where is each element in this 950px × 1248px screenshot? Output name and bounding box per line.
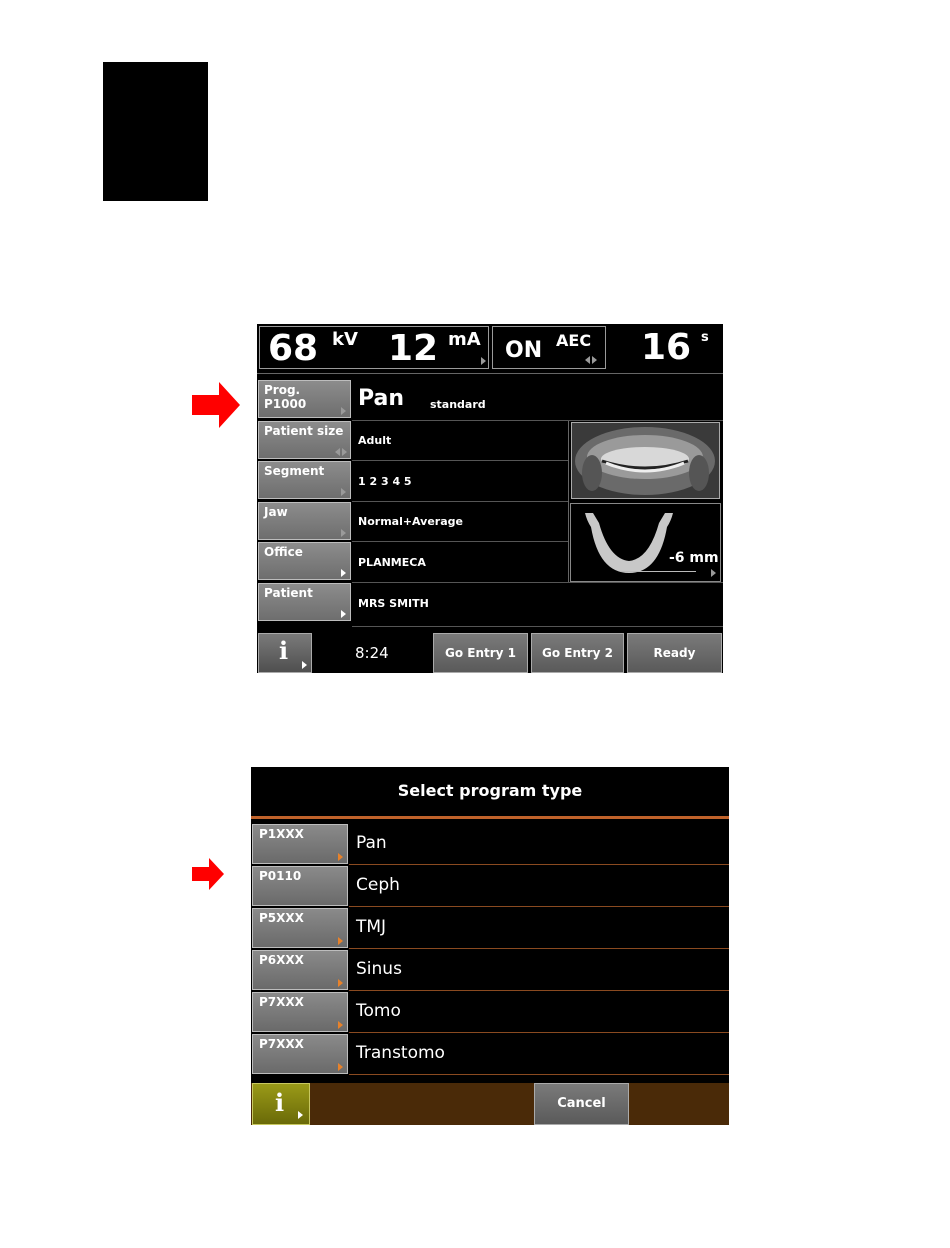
row-divider [352,420,723,421]
program-row-transtomo[interactable] [251,1033,729,1075]
kv-unit: kV [332,329,358,350]
exposure-header [257,324,723,372]
bottom-toolbar [251,1083,729,1125]
scale-line [621,571,696,572]
program-name: Ceph [356,875,400,895]
patient-value: MRS SMITH [358,597,429,610]
chevron-right-icon [711,569,716,577]
office-value: PLANMECA [358,556,426,569]
cancel-button[interactable]: Cancel [534,1083,629,1125]
program-code-button[interactable] [252,824,348,864]
aec-state: ON [505,338,543,363]
chevron-right-icon [338,1063,343,1071]
segment-button-label: Segment [264,464,325,478]
chevron-right-icon [338,979,343,987]
program-code-button[interactable] [252,950,348,990]
row-divider [352,541,568,542]
column-divider [568,421,569,582]
kv-ma-panel[interactable] [259,326,489,369]
aec-left-arrow-icon [585,356,590,364]
program-code-button[interactable] [252,992,348,1032]
program-row-tmj[interactable] [251,907,729,949]
chevron-right-icon [341,488,346,496]
jaw-button-label: Jaw [264,505,288,519]
chevron-right-icon [338,853,343,861]
program-name: Tomo [356,1001,401,1021]
program-code: P0110 [259,869,302,883]
program-name: Pan [356,833,387,853]
segment-value: 1 2 3 4 5 [358,475,412,488]
chevron-right-icon [341,610,346,618]
patient-size-button[interactable] [258,421,351,459]
office-button[interactable] [258,542,351,580]
chevron-right-icon [338,1021,343,1029]
kv-value: 68 [268,328,319,369]
pointer-arrow-icon [192,858,224,890]
ma-value: 12 [388,328,439,369]
go-entry-1-button[interactable]: Go Entry 1 [433,633,528,673]
program-name: Transtomo [356,1043,445,1063]
title-divider [251,816,729,819]
row-divider [352,501,568,502]
program-code: P1XXX [259,827,304,841]
size-left-arrow-icon [335,448,340,456]
program-code-button[interactable] [252,908,348,948]
jaw-button[interactable] [258,502,351,540]
segment-button[interactable] [258,461,351,499]
jaw-shape-panel[interactable] [570,503,721,582]
program-type-screen [251,767,729,1125]
info-icon: i [275,1088,285,1117]
program-row-pan[interactable] [251,823,729,865]
program-subtype: standard [430,398,486,411]
aec-right-arrow-icon [592,356,597,364]
patient-size-value: Adult [358,434,392,447]
clock-time: 8:24 [355,644,389,662]
info-icon: i [279,636,289,665]
office-button-label: Office [264,545,303,559]
chevron-right-icon [298,1111,303,1119]
black-tab-marker [103,62,208,201]
time-value: 16 [641,327,692,368]
info-button[interactable] [252,1083,310,1125]
ma-arrow-icon [481,357,486,365]
program-row-tomo[interactable] [251,991,729,1033]
exposure-screen [257,324,723,673]
time-unit: s [701,330,709,345]
program-name: Sinus [356,959,402,979]
program-code-button[interactable] [252,866,348,906]
patient-size-button-label: Patient size [264,424,344,438]
aec-label: AEC [556,331,592,350]
chevron-right-icon [341,407,346,415]
program-code: P7XXX [259,1037,304,1051]
row-divider [352,582,723,583]
ready-button[interactable]: Ready [627,633,722,673]
chevron-right-icon [302,661,307,669]
chevron-right-icon [338,937,343,945]
prog-button-label: Prog. P1000 [264,383,307,411]
program-code: P7XXX [259,995,304,1009]
bottom-toolbar [257,630,723,673]
row-divider [352,626,723,627]
go-entry-2-button[interactable]: Go Entry 2 [531,633,624,673]
jaw-value: Normal+Average [358,515,463,528]
program-code-button[interactable] [252,1034,348,1074]
dialog-title: Select program type [397,781,583,800]
patient-button[interactable] [258,583,351,621]
patient-button-label: Patient [264,586,313,600]
row-divider [349,1074,729,1075]
info-button[interactable] [258,633,312,673]
panoramic-xray-icon [572,423,719,498]
program-code: P5XXX [259,911,304,925]
size-right-arrow-icon [342,448,347,456]
program-name: Pan [358,386,405,411]
jaw-shape-icon [579,507,679,577]
chevron-right-icon [341,529,346,537]
program-row-sinus[interactable] [251,949,729,991]
program-row-ceph[interactable] [251,865,729,907]
program-code: P6XXX [259,953,304,967]
jaw-offset-value: -6 mm [669,550,719,566]
chevron-right-icon [341,569,346,577]
xray-preview-image [571,422,720,499]
program-name: TMJ [356,917,387,937]
aec-panel[interactable] [492,326,606,369]
prog-button[interactable] [258,380,351,418]
pointer-arrow-icon [192,382,240,428]
header-divider [257,373,723,374]
ma-unit: mA [448,329,481,350]
row-divider [352,460,568,461]
